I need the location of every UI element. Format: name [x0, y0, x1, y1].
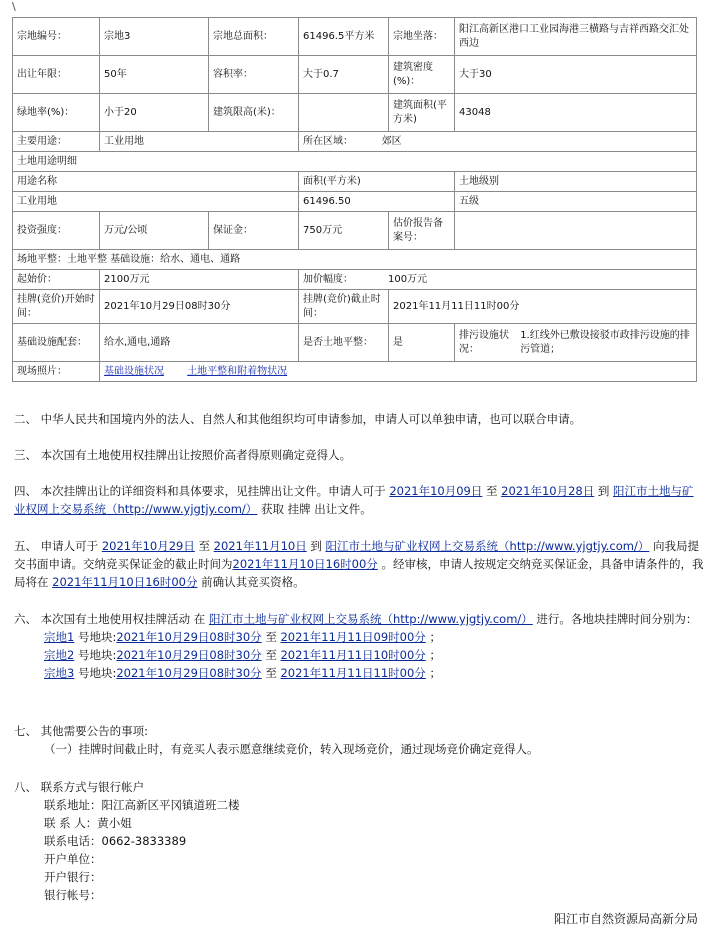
section-6: 六、 本次国有土地使用权挂牌活动 在 阳江市土地与矿业权网上交易系统（http://www.yjgtjy.com/） 进行。各地块挂牌时间分别为： 宗地1 号地块:2021年10月29日08时30分 至 2021年11月11日09时00分 ； 宗地2 号地块:2021年10月29日08时30分 至 2021年11月11日10时00分 ； 宗地3 号地块:2021年10月29日08时30分 至 2021年11月11日11时00分 ；	[14, 610, 704, 682]
table-row	[13, 362, 697, 382]
section-3: 三、 本次国有土地使用权挂牌出让按照价高者得原则确定竞得人。	[14, 448, 352, 462]
table-row	[13, 172, 697, 192]
table-section-heading: 土地用途明细	[13, 152, 697, 172]
table-cell: 宗地编号：	[13, 18, 100, 56]
table-cell: 大于0.7	[299, 56, 389, 94]
table-cell: 宗地坐落：	[389, 18, 455, 56]
table-cell: 建筑面积(平方米)	[389, 94, 455, 132]
backslash-mark: \	[12, 0, 16, 13]
trading-system-link[interactable]: 阳江市土地与矿业权网上交易系统（http://www.yjgtjy.com/）	[208, 612, 533, 626]
table-row	[13, 324, 697, 362]
table-row	[13, 94, 697, 132]
contact-line: 银行帐号：	[44, 888, 102, 902]
table-cell: 挂牌(竞价)截止时间：	[299, 290, 389, 324]
table-cell: 阳江高新区港口工业园海港三横路与吉祥西路交汇处西边	[455, 18, 697, 56]
section-5: 五、 申请人可于 2021年10月29日 至 2021年11月10日 到 阳江市土地与矿业权网上交易系统（http://www.yjgtjy.com/） 向我局提交书面申请。交纳竞买保证金的截止时间为2021年11月10日16时00分 。经审核，申请人按规定交纳竞买保证金，具备申请条件的，我局将在 2021年11月10日16时00分 前确认其竞买资格。	[14, 539, 704, 589]
table-cell	[100, 362, 697, 382]
table-cell: 43048	[455, 94, 697, 132]
table-row	[13, 270, 697, 290]
table-cell: 小于20	[100, 94, 209, 132]
table-cell: 挂牌(竞价)开始时间：	[13, 290, 100, 324]
section-7: 七、 其他需要公告的事项: （一）挂牌时间截止时，有竞买人表示愿意继续竞价，转入现场竞价，通过现场竞价确定竞得人。	[14, 724, 539, 756]
table-cell: 起始价：	[13, 270, 100, 290]
table-row	[13, 290, 697, 324]
section-8: 八、 联系方式与银行帐户 联系地址：阳江高新区平冈镇道班二楼 联 系 人：黄小姐 联系电话：0662-3833389 开户单位： 开户银行： 银行帐号：	[14, 778, 704, 904]
table-cell: 750万元	[299, 212, 389, 250]
plot-schedule-row: 宗地1 号地块:2021年10月29日08时30分 至 2021年11月11日09时00分 ；	[44, 630, 441, 644]
table-row	[13, 212, 697, 250]
contact-line: 开户银行：	[44, 870, 102, 884]
table-cell: 基础设施配套：	[13, 324, 100, 362]
table-cell: 主要用途：	[13, 132, 100, 152]
issuer-signature: 阳江市自然资源局高新分局	[553, 912, 698, 926]
table-cell: 工业用地	[13, 192, 299, 212]
table-row	[13, 250, 697, 270]
table-cell: 排污设施状况： 1.红线外已敷设接驳市政排污设施的排污管道；	[455, 324, 697, 362]
table-cell: 61496.50	[299, 192, 455, 212]
table-cell: 61496.5平方米	[299, 18, 389, 56]
trading-system-link[interactable]: 阳江市土地与矿业权网上交易系统（http://www.yjgtjy.com/）	[325, 539, 650, 553]
table-cell: 是	[389, 324, 455, 362]
table-cell	[455, 212, 697, 250]
table-row	[13, 152, 697, 172]
contact-line: 联系地址：阳江高新区平冈镇道班二楼	[44, 798, 240, 812]
table-row	[13, 56, 697, 94]
table-cell: 所在区域： 郊区	[299, 132, 697, 152]
table-cell	[299, 94, 389, 132]
table-cell: 2021年10月29日08时30分	[100, 290, 299, 324]
table-cell: 用途名称	[13, 172, 299, 192]
table-cell: 宗地3	[100, 18, 209, 56]
section-2: 二、 中华人民共和国境内外的法人、自然人和其他组织均可申请参加，申请人可以单独申请，也可以联合申请。	[14, 412, 582, 426]
table-cell: 给水,通电,通路	[100, 324, 299, 362]
table-cell: 建筑密度(%)：	[389, 56, 455, 94]
table-cell: 建筑限高(米)：	[209, 94, 299, 132]
section-4: 四、 本次挂牌出让的详细资料和具体要求，见挂牌出让文件。申请人可于 2021年10月09日 至 2021年10月28日 到 阳江市土地与矿业权网上交易系统（http://www.yjgtjy.com/） 获取 挂牌 出让文件。	[14, 484, 694, 516]
table-cell: 绿地率(%)：	[13, 94, 100, 132]
table-cell: 容积率：	[209, 56, 299, 94]
table-cell: 工业用地	[100, 132, 299, 152]
table-cell: 场地平整：土地平整 基础设施：给水、通电、通路	[13, 250, 697, 270]
table-cell: 面积(平方米)	[299, 172, 455, 192]
table-cell: 估价报告备案号：	[389, 212, 455, 250]
plot-schedule-row: 宗地3 号地块:2021年10月29日08时30分 至 2021年11月11日11时00分 ；	[44, 666, 441, 680]
table-row	[13, 18, 697, 56]
table-cell: 现场照片：	[13, 362, 100, 382]
table-row	[13, 132, 697, 152]
contact-line: 开户单位：	[44, 852, 102, 866]
table-cell: 50年	[100, 56, 209, 94]
table-cell: 保证金：	[209, 212, 299, 250]
table-cell: 2021年11月11日11时00分	[389, 290, 697, 324]
land-info-table	[12, 17, 697, 382]
link-infrastructure-photos[interactable]: 基础设施状况	[104, 365, 164, 377]
trading-system-link[interactable]: 阳江市土地与矿业权网上交易系统（http://www.yjgtjy.com/）	[14, 484, 694, 516]
table-cell: 出让年限：	[13, 56, 100, 94]
table-cell: 2100万元	[100, 270, 299, 290]
link-land-leveling-photos[interactable]: 土地平整和附着物状况	[187, 365, 288, 377]
table-cell: 五级	[455, 192, 697, 212]
table-cell: 大于30	[455, 56, 697, 94]
table-cell: 加价幅度： 100万元	[299, 270, 697, 290]
table-cell: 土地级别	[455, 172, 697, 192]
table-row	[13, 192, 697, 212]
table-cell: 投资强度：	[13, 212, 100, 250]
contact-line: 联系电话：0662-3833389	[44, 834, 187, 848]
plot-schedule-row: 宗地2 号地块:2021年10月29日08时30分 至 2021年11月11日10时00分 ；	[44, 648, 441, 662]
contact-line: 联 系 人：黄小姐	[44, 816, 132, 830]
table-cell: 宗地总面积：	[209, 18, 299, 56]
table-cell: 是否土地平整：	[299, 324, 389, 362]
table-cell: 万元/公顷	[100, 212, 209, 250]
